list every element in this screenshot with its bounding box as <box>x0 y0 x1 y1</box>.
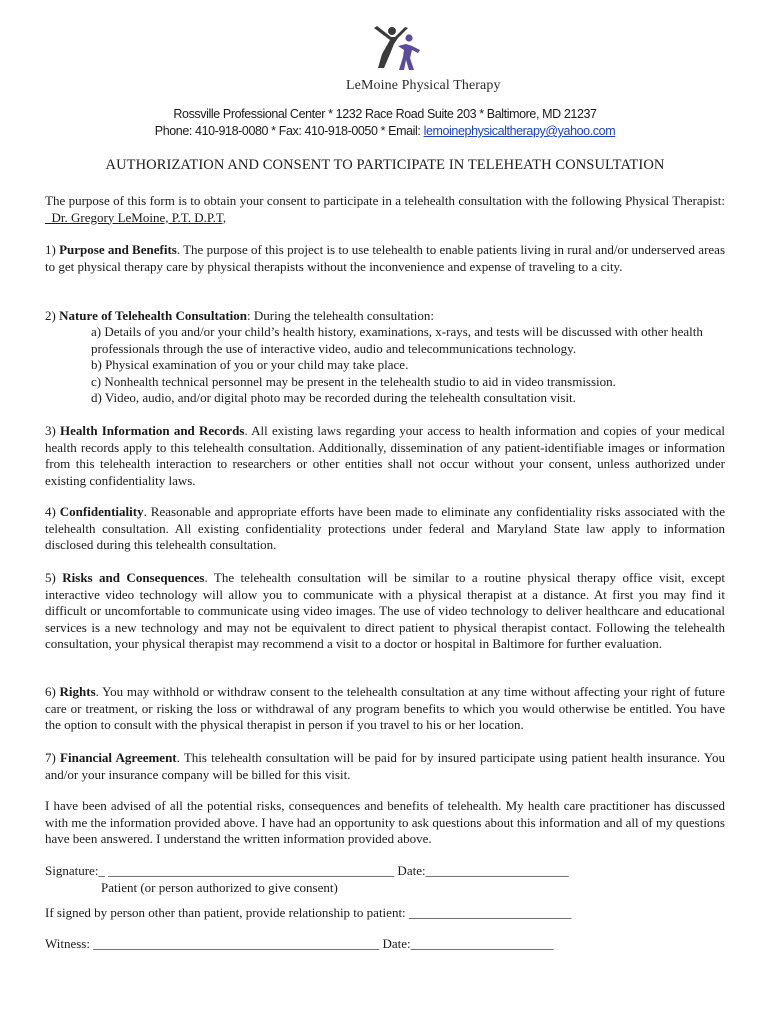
section-heading: Health Information and Records <box>60 423 245 438</box>
nature-item-b: b) Physical examination of you or your child may take place. <box>91 357 409 372</box>
nature-item-d: d) Video, audio, and/or digital photo may be recorded during the telehealth consultation visit. <box>91 390 576 405</box>
section-risks <box>45 570 725 653</box>
acknowledgement-paragraph: I have been advised of all the potential risks, consequences and benefits of telehealth. My health care practitioner has discussed with me the information provided above. I have had an opportunity to ask questions about this information and all of my questions have been answered. I understand the written information provided above. <box>45 798 725 847</box>
section-number: 6) <box>45 684 60 699</box>
section-number: 1) <box>45 242 60 257</box>
section-financial <box>45 750 725 783</box>
section-text: . This telehealth consultation will be paid for by insured participate using patient health insurance. You and/or your insurance company will be billed for this visit. <box>45 750 725 782</box>
section-heading: Nature of Telehealth Consultation <box>59 308 248 323</box>
nature-item-a: a) Details of you and/or your child’s health history, examinations, x-rays, and tests will be discussed with other health professionals through the use of interactive video, audio and telecommunications technology. <box>91 324 703 356</box>
section-text: . Reasonable and appropriate efforts have been made to eliminate any confidentiality risks associated with the telehealth consultation. All existing confidentiality protections under federal and Maryland State law apply to information disclosed during this telehealth consultation. <box>45 504 725 553</box>
section-text: . The purpose of this project is to use telehealth to enable patients living in rural and/or underserved areas to get physical therapy care by physical therapists without the inconvenience and expense of traveling to a city. <box>45 242 726 274</box>
intro-paragraph <box>45 193 725 226</box>
figure-logo-icon <box>368 24 428 76</box>
witness-line[interactable]: Witness: ____________________________________________ Date:______________________ <box>45 936 554 951</box>
phone-fax: Phone: 410-918-0080 * Fax: 410-918-0050 * Email: <box>154 124 424 138</box>
section-text: . The telehealth consultation will be similar to a routine physical therapy office visit, except interactive video technology will allow you to communicate with a physical therapist at a distance. At first you may find it difficult or uncomfortable to communicate using video images. The use of video technology to deliver healthcare and educational services is a new technology and may not be equivalent to direct patient to physical therapist contact. Following the telehealth consultation, your physical therapist may recommend a visit to a doctor or hospital in Baltimore for further evaluation. <box>45 570 725 652</box>
logo-text: LeMoine Physical Therapy <box>346 78 501 93</box>
contact-line <box>0 124 770 138</box>
section-number: 5) <box>45 570 63 585</box>
section-heading: Risks and Consequences <box>62 570 205 585</box>
signature-caption: Patient (or person authorized to give consent) <box>101 880 338 895</box>
section-purpose <box>45 242 725 275</box>
section-confidentiality <box>45 504 725 554</box>
section-rights <box>45 684 725 734</box>
section-heading: Financial Agreement <box>60 750 177 765</box>
section-nature <box>45 308 725 325</box>
relationship-line[interactable]: If signed by person other than patient, provide relationship to patient: _________________________ <box>45 905 572 920</box>
email-link[interactable]: lemoinephysicaltherapy@yahoo.com <box>423 124 616 138</box>
signature-line[interactable]: Signature:_ ____________________________________________ Date:______________________ <box>45 863 569 878</box>
nature-item-c: c) Nonhealth technical personnel may be present in the telehealth studio to aid in video transmission. <box>91 374 616 389</box>
section-text: : During the telehealth consultation: <box>247 308 435 323</box>
section-heading: Confidentiality <box>59 504 144 519</box>
section-number: 2) <box>45 308 60 323</box>
practice-logo <box>346 24 501 100</box>
section-number: 7) <box>45 750 61 765</box>
practice-address: Rossville Professional Center * 1232 Race Road Suite 203 * Baltimore, MD 21237 <box>173 107 597 121</box>
section-number: 3) <box>45 423 61 438</box>
form-title: AUTHORIZATION AND CONSENT TO PARTICIPATE IN TELEHEATH CONSULTATION <box>105 157 665 173</box>
section-text: . You may withhold or withdraw consent to the telehealth consultation at any time without affecting your right of future care or treatment, or risking the loss or withdrawal of any program benefits to which you would otherwise be entitled. You have the option to consult with the physical therapist in person if you travel to his or her location. <box>45 684 725 733</box>
section-number: 4) <box>45 504 60 519</box>
intro-text: The purpose of this form is to obtain your consent to participate in a telehealth consultation with the following Physical Therapist: <box>45 193 725 208</box>
section-records <box>45 423 725 489</box>
section-heading: Rights <box>59 684 96 699</box>
section-text: . All existing laws regarding your access to health information and copies of your medical health records apply to this telehealth consultation. Additionally, dissemination of any patient-identifiable images or information from this telehealth interaction to researchers or other entities shall not occur without your consent, unless authorized under existing confidentiality laws. <box>45 423 725 488</box>
section-heading: Purpose and Benefits <box>59 242 177 257</box>
therapist-name: _Dr. Gregory LeMoine, P.T. D.P.T, <box>45 209 227 225</box>
